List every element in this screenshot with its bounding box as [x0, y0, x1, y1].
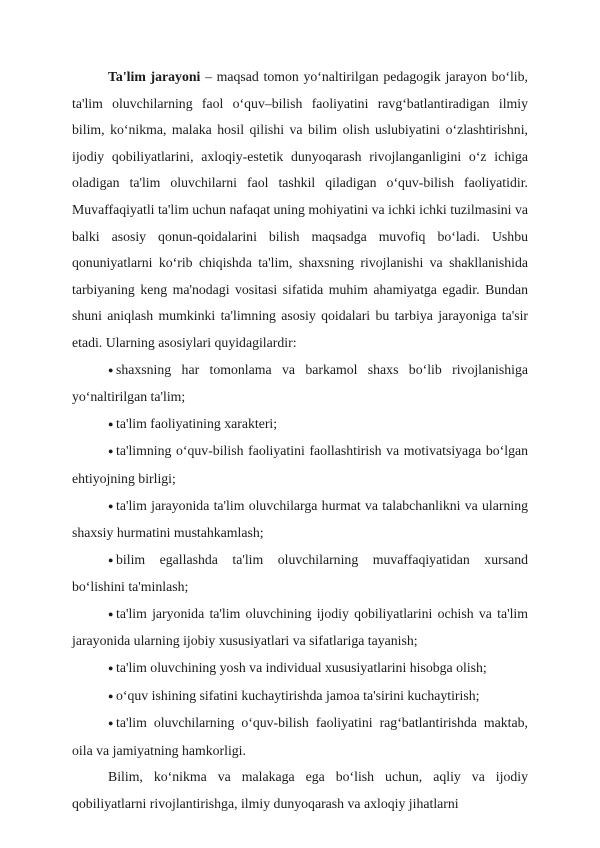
- list-item: ●ta'lim oluvchining yosh va individual xususiyatlarini hisobga olish;: [72, 655, 528, 683]
- bullet-icon: [108, 710, 116, 738]
- bullet-icon: [108, 411, 116, 439]
- list-item: ●shaxsning har tomonlama va barkamol shaxs bo‘lib rivojlanishiga yo‘naltirilgan ta'lim;: [72, 357, 528, 411]
- list-item: ●ta'lim faoliyatining xarakteri;: [72, 411, 528, 439]
- principles-list: [72, 357, 528, 765]
- bullet-icon: [108, 601, 116, 629]
- list-item: ●ta'limning o‘quv-bilish faoliyatini faollashtirish va motivatsiyaga bo‘lgan ehtiyojning birligi;: [72, 438, 528, 492]
- list-item: ●ta'lim jaryonida ta'lim oluvchining ijodiy qobiliyatlarini ochish va ta'lim jarayonida ularning ijobiy xususiyatlari va sifatlariga tayanish;: [72, 601, 528, 655]
- bullet-icon: [108, 683, 116, 711]
- list-item: ●ta'lim jarayonida ta'lim oluvchilarga hurmat va talabchanlikni va ularning shaxsiy hurmatini mustahkamlash;: [72, 493, 528, 547]
- list-item: ●bilim egallashda ta'lim oluvchilarning muvaffaqiyatidan xursand bo‘lishini ta'minlash;: [72, 547, 528, 601]
- closing-paragraph: Bilim, ko‘nikma va malakaga ega bo‘lish uchun, aqliy va ijodiy qobiliyatlarni rivojlantirishga, ilmiy dunyoqarash va axloqiy jihatlarni: [72, 769, 528, 812]
- page-content: [72, 64, 528, 818]
- bullet-icon: [108, 438, 116, 466]
- bullet-icon: [108, 655, 116, 683]
- bullet-icon: [108, 357, 116, 385]
- list-item: ●o‘quv ishining sifatini kuchaytirishda jamoa ta'sirini kuchaytirish;: [72, 683, 528, 711]
- intro-paragraph: [72, 64, 528, 357]
- term-heading: Ta'lim jarayoni: [108, 69, 201, 84]
- bullet-icon: [108, 547, 116, 575]
- intro-paragraph-text: – maqsad tomon yo‘naltirilgan pedagogik jarayon bo‘lib, ta'lim oluvchilarning faol o‘quv–bilish faoliyatini ravg‘batlantiradigan ilmiy bilim, ko‘nikma, malaka hosil qilishi va bilim olish uslubiyatini o‘zlashtirishni, ijodiy qobiliyatlarini, axloqiy-estetik dunyoqarash rivojlanganligini o‘z ichiga oladigan ta'lim oluvchilarni faol tashkil qiladigan o‘quv-bilish faoliyatidir. Muvaffaqiyatli ta'lim uchun nafaqat uning mohiyatini va ichki ichki tuzilmasini va balki asosiy qonun-qoidalarini bilish maqsadga muvofiq bo‘ladi. Ushbu qonuniyatlarni ko‘rib chiqishda ta'lim, shaxsning rivojlanishi va shakllanishida tarbiyaning keng ma'nodagi vositasi sifatida muhim ahamiyatga egadir. Bundan shuni aniqlash mumkinki ta'limning asosiy qoidalari bu tarbiya jarayoniga ta'sir etadi. Ularning asosiylari quyidagilardir:: [72, 69, 528, 350]
- bullet-icon: [108, 493, 116, 521]
- list-item: ●ta'lim oluvchilarning o‘quv-bilish faoliyatini rag‘batlantirishda maktab, oila va jamiyatning hamkorligi.: [72, 710, 528, 764]
